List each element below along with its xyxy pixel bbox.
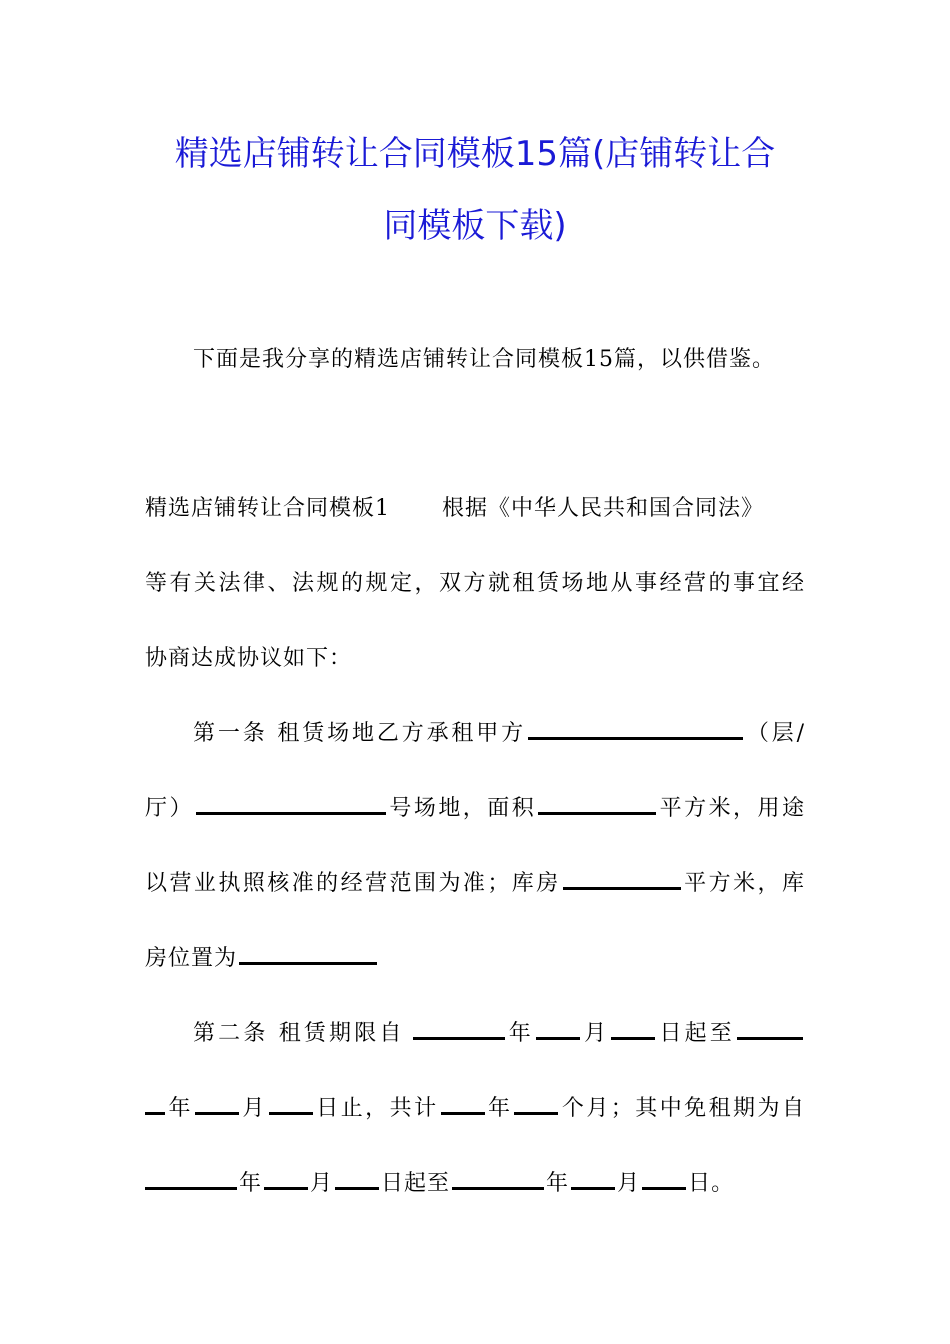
year-label: 年 (239, 1171, 263, 1196)
article-1-text-a: 第一条 租赁场地乙方承租甲方 (193, 721, 526, 746)
blank-field (196, 794, 386, 815)
article-2-text-a: 第二条 租赁期限自 (193, 1021, 405, 1046)
blank-field (737, 1019, 803, 1040)
year-label: 年 (506, 1021, 534, 1046)
blank-field (528, 719, 743, 740)
intro-paragraph: 下面是我分享的精选店铺转让合同模板15篇，以供借鉴。 (193, 347, 775, 372)
month-label: 月 (617, 1171, 641, 1196)
year-label: 年 (486, 1096, 513, 1121)
day-from-label: 日起至 (657, 1021, 735, 1046)
months-free-label: 个月；其中免租期为自 (560, 1096, 805, 1121)
section-1-heading: 精选店铺转让合同模板1 (145, 496, 390, 521)
section-1-text: 根据《中华人民共和国合同法》 (442, 496, 765, 521)
blank-field (514, 1094, 558, 1115)
article-1-text-b: （层/ (745, 721, 805, 746)
article-2-line-1 (193, 1019, 805, 1049)
blank-field (563, 869, 681, 890)
blank-field (452, 1169, 544, 1190)
article-1-line-3 (145, 869, 805, 899)
blank-field (239, 944, 377, 965)
article-1-text-d: 号场地，面积 (387, 796, 537, 821)
year-label: 年 (546, 1171, 570, 1196)
blank-field (145, 1094, 165, 1115)
blank-field (441, 1094, 485, 1115)
article-1-text-e: 平方米，用途 (658, 796, 805, 821)
blank-field (413, 1019, 505, 1040)
blank-field (536, 1019, 580, 1040)
article-1-line-1 (193, 719, 805, 749)
article-1-text-h: 房位置为 (145, 946, 238, 971)
article-1-text-f: 以营业执照核准的经营范围为准；库房 (145, 871, 561, 896)
section-1-line-1 (145, 494, 805, 524)
blank-field (611, 1019, 655, 1040)
article-1-line-2 (145, 794, 805, 824)
article-1-text-c: 厅） (145, 796, 194, 821)
blank-field (264, 1169, 308, 1190)
blank-field (642, 1169, 686, 1190)
section-1-line-2: 等有关法律、法规的规定，双方就租赁场地从事经营的事宜经 (145, 571, 805, 596)
day-end-label: 日。 (688, 1171, 735, 1196)
month-label: 月 (581, 1021, 610, 1046)
blank-field (571, 1169, 615, 1190)
article-1-text-g: 平方米，库 (682, 871, 805, 896)
blank-field (145, 1169, 237, 1190)
month-label: 月 (240, 1096, 267, 1121)
document-title-line-1: 精选店铺转让合同模板15篇(店铺转让合 (174, 134, 776, 174)
blank-field (269, 1094, 313, 1115)
day-from-label: 日起至 (381, 1171, 451, 1196)
section-1-line-3: 协商达成协议如下： (145, 646, 353, 671)
blank-field (195, 1094, 239, 1115)
blank-field (538, 794, 656, 815)
article-2-line-2 (145, 1094, 805, 1124)
document-title-line-2: 同模板下载) (383, 206, 567, 246)
article-2-line-3 (145, 1169, 805, 1199)
year-label: 年 (167, 1096, 193, 1121)
blank-field (335, 1169, 379, 1190)
month-label: 月 (310, 1171, 334, 1196)
article-1-line-4 (145, 944, 805, 974)
day-until-label: 日止，共计 (314, 1096, 439, 1121)
